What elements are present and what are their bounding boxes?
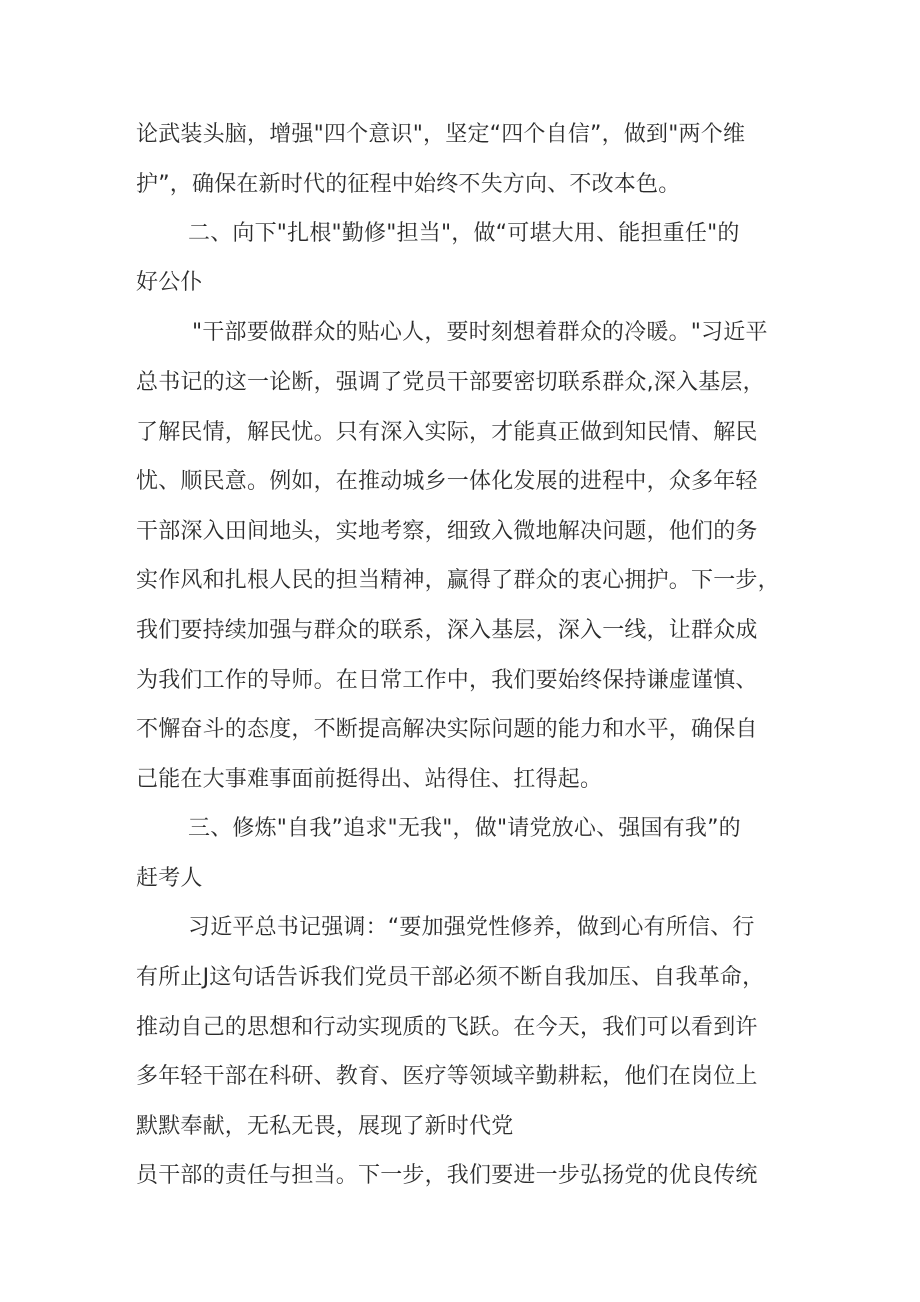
body-text-line: 推动自己的思想和行动实现质的飞跃。在今天，我们可以看到许 <box>136 1015 758 1040</box>
body-text-line: 干部深入田间地头，实地考察，细致入微地解决问题，他们的务 <box>136 519 758 544</box>
body-text-line: 习近平总书记强调：“要加强党性修养，做到心有所信、行 <box>188 915 755 940</box>
body-text-line: 护”，确保在新时代的征程中始终不失方向、不改本色。 <box>136 172 681 197</box>
body-text-line: 忧、顺民意。例如，在推动城乡一体化发展的进程中，众多年轻 <box>136 469 758 494</box>
body-text-line: 了解民情，解民忧。只有深入实际，才能真正做到知民情、解民 <box>136 420 758 445</box>
section-heading-3: 三、修炼"自我”追求"无我"，做"请党放心、强国有我”的 <box>188 816 741 841</box>
body-text-line: 员干部的责任与担当。下一步，我们要进一步弘扬党的优良传统 <box>136 1163 758 1188</box>
body-text-line: 为我们工作的导师。在日常工作中，我们要始终保持谦虚谨慎、 <box>136 668 758 693</box>
section-heading-3-cont: 赶考人 <box>136 866 203 891</box>
body-text-line: 论武装头脑，增强"四个意识"，坚定“四个自信”，做到"两个维 <box>136 122 746 147</box>
body-text-line: 我们要持续加强与群众的联系，深入基层，深入一线，让群众成 <box>136 618 758 643</box>
body-text-line: 总书记的这一论断，强调了党员干部要密切联系群众,深入基层， <box>136 370 765 395</box>
body-text-line: 不懈奋斗的态度，不断提高解决实际问题的能力和水平，确保自 <box>136 717 758 742</box>
body-text-line: "干部要做群众的贴心人，要时刻想着群众的冷暖。"习近平 <box>192 320 768 345</box>
section-heading-2: 二、向下"扎根"勤修"担当"，做“可堪大用、能担重任"的 <box>188 221 740 246</box>
body-text-line: 己能在大事难事面前挺得出、站得住、扛得起。 <box>136 767 603 792</box>
body-text-line: 默默奉献，无私无畏，展现了新时代党 <box>136 1114 514 1139</box>
body-text-line: 有所止J这句话告诉我们党员干部必须不断自我加压、自我革命， <box>136 965 765 990</box>
section-heading-2-cont: 好公仆 <box>136 270 203 295</box>
body-text-line: 多年轻干部在科研、教育、医疗等领域辛勤耕耘，他们在岗位上 <box>136 1064 758 1089</box>
body-text-line: 实作风和扎根人民的担当精神，赢得了群众的衷心拥护。下一步， <box>136 568 780 593</box>
